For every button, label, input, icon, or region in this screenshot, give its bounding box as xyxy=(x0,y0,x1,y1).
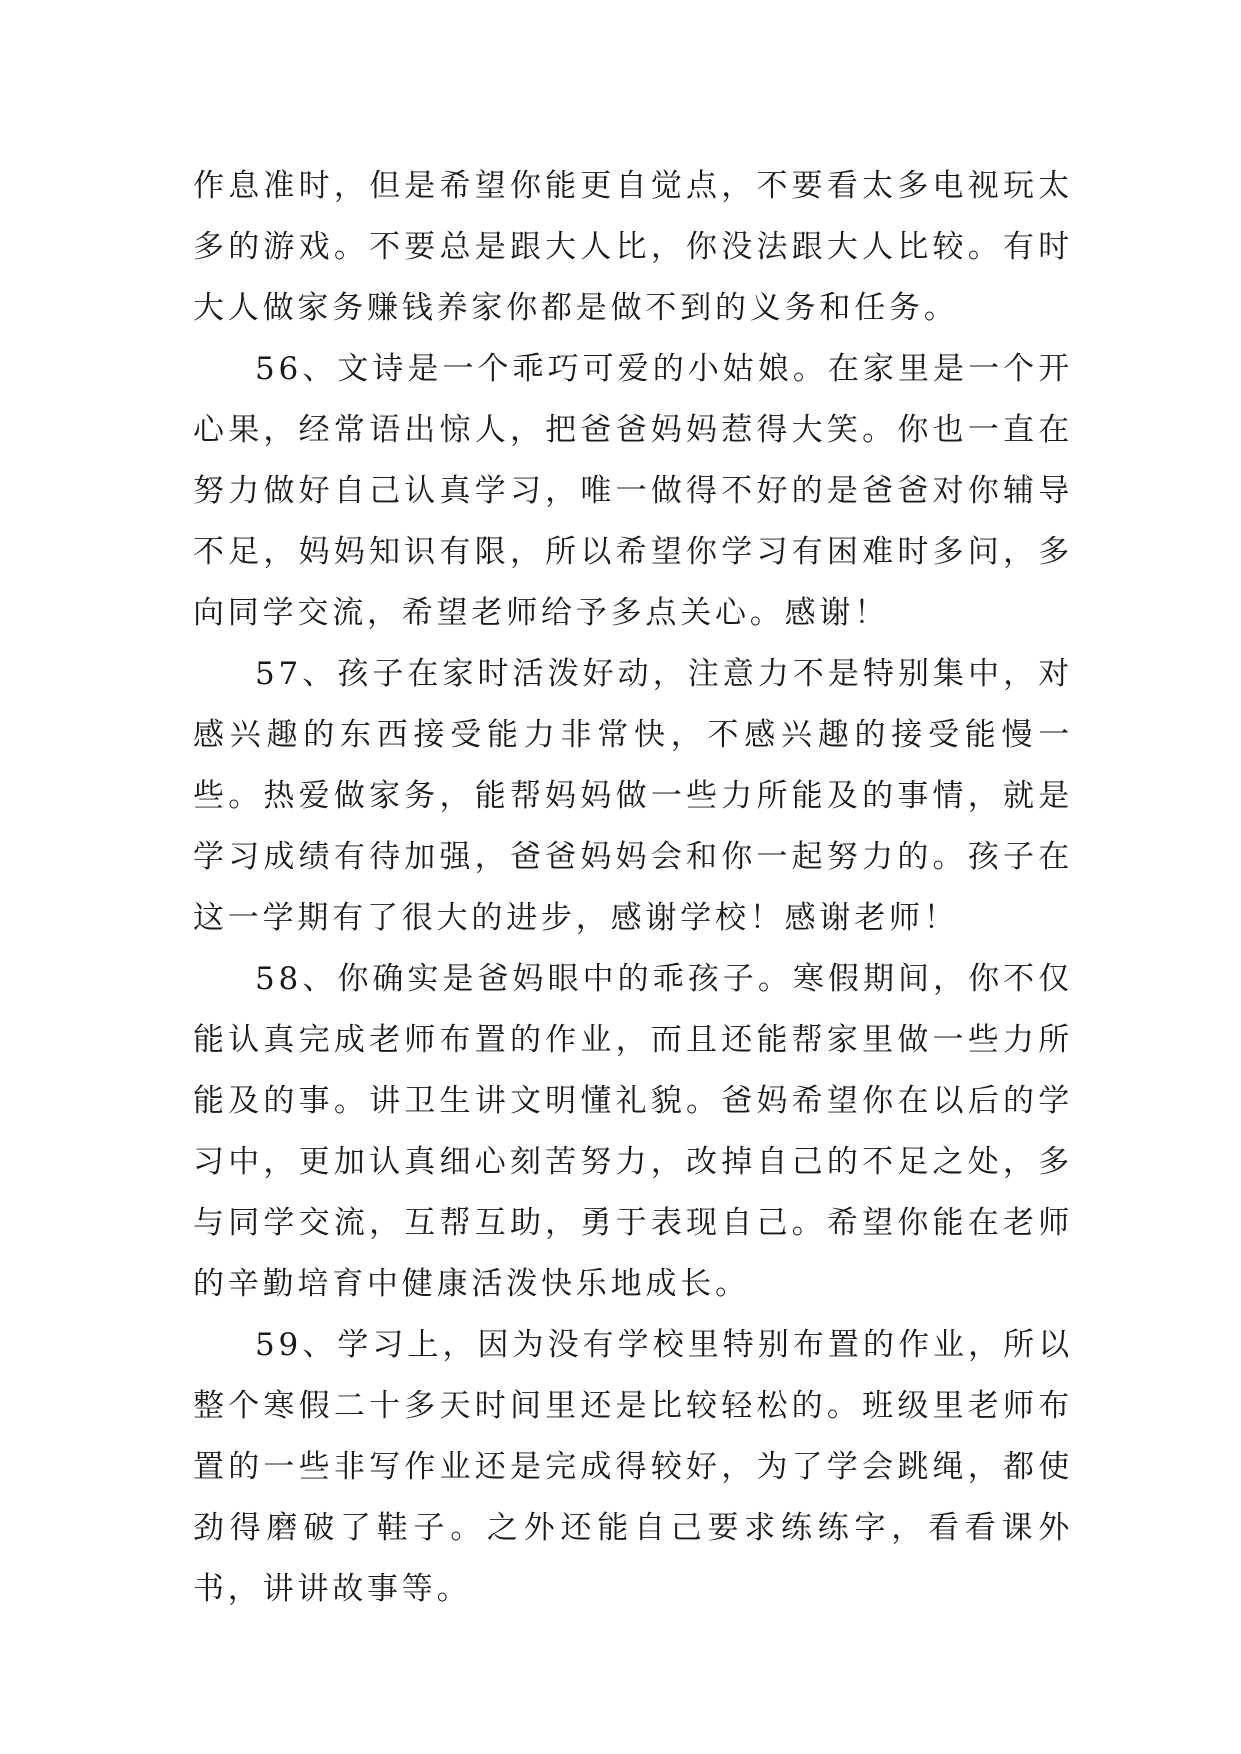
paragraph-56: 56、文诗是一个乖巧可爱的小姑娘。在家里是一个开心果，经常语出惊人，把爸爸妈妈惹得大笑。你也一直在努力做好自己认真学习，唯一做得不好的是爸爸对你辅导不足，妈妈知识有限，所以希望你学习有困难时多问，多向同学交流，希望老师给予多点关心。感谢！ xyxy=(193,351,1073,631)
paragraph-57: 57、孩子在家时活泼好动，注意力不是特别集中，对感兴趣的东西接受能力非常快，不感兴趣的接受能慢一些。热爱做家务，能帮妈妈做一些力所能及的事情，就是学习成绩有待加强，爸爸妈妈会和你一起努力的。孩子在这一学期有了很大的进步，感谢学校！感谢老师！ xyxy=(193,656,1073,936)
document-body xyxy=(193,156,1073,1620)
paragraph-58: 58、你确实是爸妈眼中的乖孩子。寒假期间，你不仅能认真完成老师布置的作业，而且还能帮家里做一些力所能及的事。讲卫生讲文明懂礼貌。爸妈希望你在以后的学习中，更加认真细心刻苦努力，改掉自己的不足之处，多与同学交流，互帮互助，勇于表现自己。希望你能在老师的辛勤培育中健康活泼快乐地成长。 xyxy=(193,961,1073,1302)
paragraph-continuation: 作息准时，但是希望你能更自觉点，不要看太多电视玩太多的游戏。不要总是跟大人比，你没法跟大人比较。有时大人做家务赚钱养家你都是做不到的义务和任务。 xyxy=(193,168,1073,326)
paragraph-59: 59、学习上，因为没有学校里特别布置的作业，所以整个寒假二十多天时间里还是比较轻松的。班级里老师布置的一些非写作业还是完成得较好，为了学会跳绳，都使劲得磨破了鞋子。之外还能自己要求练练字，看看课外书，讲讲故事等。 xyxy=(193,1327,1073,1607)
